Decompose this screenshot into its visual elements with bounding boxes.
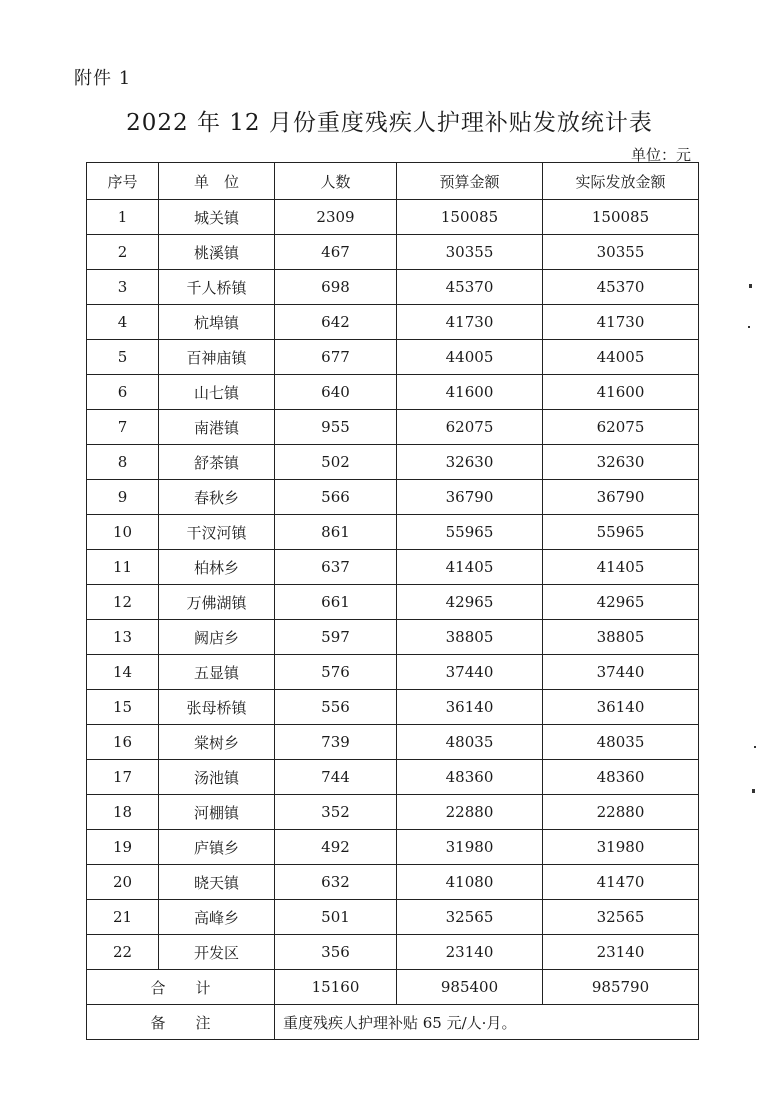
- cell-actual: 45370: [543, 270, 699, 305]
- cell-unit: 庐镇乡: [159, 830, 275, 865]
- cell-unit: 桃溪镇: [159, 235, 275, 270]
- cell-people: 2309: [275, 200, 397, 235]
- cell-no: 14: [87, 655, 159, 690]
- cell-actual: 23140: [543, 935, 699, 970]
- header-cell-no: 序号: [87, 163, 159, 200]
- cell-no: 6: [87, 375, 159, 410]
- cell-people: 566: [275, 480, 397, 515]
- cell-unit: 百神庙镇: [159, 340, 275, 375]
- cell-unit: 杭埠镇: [159, 305, 275, 340]
- cell-no: 17: [87, 760, 159, 795]
- cell-people: 739: [275, 725, 397, 760]
- cell-people: 467: [275, 235, 397, 270]
- table-row: [87, 410, 699, 445]
- cell-actual: 41600: [543, 375, 699, 410]
- cell-actual: 48360: [543, 760, 699, 795]
- cell-budget: 41600: [397, 375, 543, 410]
- header-row: [87, 163, 699, 200]
- table-row: [87, 900, 699, 935]
- cell-budget: 45370: [397, 270, 543, 305]
- cell-unit: 干汊河镇: [159, 515, 275, 550]
- cell-people: 861: [275, 515, 397, 550]
- table-row: [87, 725, 699, 760]
- cell-unit: 舒茶镇: [159, 445, 275, 480]
- cell-budget: 22880: [397, 795, 543, 830]
- cell-people: 502: [275, 445, 397, 480]
- cell-no: 21: [87, 900, 159, 935]
- remark-label: 备 注: [87, 1005, 275, 1040]
- cell-actual: 36790: [543, 480, 699, 515]
- cell-unit: 山七镇: [159, 375, 275, 410]
- cell-people: 677: [275, 340, 397, 375]
- total-people: 15160: [275, 970, 397, 1005]
- scan-speck: [752, 789, 755, 793]
- cell-budget: 38805: [397, 620, 543, 655]
- cell-actual: 30355: [543, 235, 699, 270]
- subsidy-table: [86, 162, 699, 1040]
- table-row: [87, 550, 699, 585]
- table-row: [87, 830, 699, 865]
- table-row: [87, 935, 699, 970]
- cell-actual: 41405: [543, 550, 699, 585]
- cell-no: 20: [87, 865, 159, 900]
- cell-budget: 31980: [397, 830, 543, 865]
- cell-unit: 万佛湖镇: [159, 585, 275, 620]
- cell-no: 16: [87, 725, 159, 760]
- cell-no: 5: [87, 340, 159, 375]
- table-row: [87, 585, 699, 620]
- table-row: [87, 200, 699, 235]
- cell-actual: 55965: [543, 515, 699, 550]
- cell-actual: 150085: [543, 200, 699, 235]
- cell-unit: 柏林乡: [159, 550, 275, 585]
- cell-unit: 开发区: [159, 935, 275, 970]
- cell-budget: 32565: [397, 900, 543, 935]
- cell-budget: 32630: [397, 445, 543, 480]
- header-cell-budget: 预算金额: [397, 163, 543, 200]
- header-cell-unit: 单 位: [159, 163, 275, 200]
- table-row: [87, 340, 699, 375]
- table-row: [87, 690, 699, 725]
- cell-actual: 42965: [543, 585, 699, 620]
- cell-unit: 河棚镇: [159, 795, 275, 830]
- cell-budget: 62075: [397, 410, 543, 445]
- cell-unit: 张母桥镇: [159, 690, 275, 725]
- total-actual: 985790: [543, 970, 699, 1005]
- total-row: [87, 970, 699, 1005]
- cell-budget: 37440: [397, 655, 543, 690]
- cell-unit: 城关镇: [159, 200, 275, 235]
- table-row: [87, 760, 699, 795]
- table-row: [87, 620, 699, 655]
- scan-speck: [748, 326, 750, 328]
- cell-budget: 150085: [397, 200, 543, 235]
- header-cell-people: 人数: [275, 163, 397, 200]
- cell-budget: 44005: [397, 340, 543, 375]
- cell-actual: 41470: [543, 865, 699, 900]
- cell-actual: 62075: [543, 410, 699, 445]
- cell-people: 576: [275, 655, 397, 690]
- total-label: 合 计: [87, 970, 275, 1005]
- table-row: [87, 865, 699, 900]
- cell-actual: 48035: [543, 725, 699, 760]
- table-row: [87, 515, 699, 550]
- cell-people: 352: [275, 795, 397, 830]
- cell-budget: 41730: [397, 305, 543, 340]
- table-row: [87, 305, 699, 340]
- cell-actual: 22880: [543, 795, 699, 830]
- cell-budget: 41405: [397, 550, 543, 585]
- cell-unit: 棠树乡: [159, 725, 275, 760]
- cell-unit: 南港镇: [159, 410, 275, 445]
- cell-people: 955: [275, 410, 397, 445]
- cell-no: 12: [87, 585, 159, 620]
- table-row: [87, 375, 699, 410]
- header-cell-actual: 实际发放金额: [543, 163, 699, 200]
- remark-text: 重度残疾人护理补贴 65 元/人·月。: [275, 1005, 699, 1040]
- cell-unit: 晓天镇: [159, 865, 275, 900]
- cell-budget: 55965: [397, 515, 543, 550]
- cell-people: 642: [275, 305, 397, 340]
- unit-label: 单位：元: [630, 146, 691, 164]
- cell-budget: 41080: [397, 865, 543, 900]
- table-row: [87, 445, 699, 480]
- cell-unit: 春秋乡: [159, 480, 275, 515]
- table-row: [87, 235, 699, 270]
- cell-actual: 37440: [543, 655, 699, 690]
- scan-speck: [754, 746, 756, 748]
- cell-actual: 41730: [543, 305, 699, 340]
- cell-people: 597: [275, 620, 397, 655]
- cell-unit: 阙店乡: [159, 620, 275, 655]
- cell-no: 10: [87, 515, 159, 550]
- cell-budget: 36140: [397, 690, 543, 725]
- cell-people: 698: [275, 270, 397, 305]
- table-row: [87, 270, 699, 305]
- cell-no: 11: [87, 550, 159, 585]
- cell-people: 661: [275, 585, 397, 620]
- table-row: [87, 795, 699, 830]
- cell-people: 640: [275, 375, 397, 410]
- cell-people: 637: [275, 550, 397, 585]
- cell-actual: 44005: [543, 340, 699, 375]
- cell-unit: 汤池镇: [159, 760, 275, 795]
- cell-no: 19: [87, 830, 159, 865]
- cell-actual: 32630: [543, 445, 699, 480]
- cell-no: 18: [87, 795, 159, 830]
- cell-unit: 千人桥镇: [159, 270, 275, 305]
- cell-actual: 38805: [543, 620, 699, 655]
- cell-people: 556: [275, 690, 397, 725]
- table-row: [87, 655, 699, 690]
- cell-no: 7: [87, 410, 159, 445]
- cell-no: 8: [87, 445, 159, 480]
- cell-no: 2: [87, 235, 159, 270]
- cell-unit: 五显镇: [159, 655, 275, 690]
- total-budget: 985400: [397, 970, 543, 1005]
- table-row: [87, 480, 699, 515]
- cell-budget: 48035: [397, 725, 543, 760]
- cell-people: 501: [275, 900, 397, 935]
- cell-people: 632: [275, 865, 397, 900]
- cell-budget: 23140: [397, 935, 543, 970]
- cell-no: 15: [87, 690, 159, 725]
- cell-actual: 31980: [543, 830, 699, 865]
- cell-budget: 42965: [397, 585, 543, 620]
- remark-row: [87, 1005, 699, 1040]
- cell-no: 3: [87, 270, 159, 305]
- cell-people: 744: [275, 760, 397, 795]
- cell-no: 22: [87, 935, 159, 970]
- scan-speck: [749, 284, 752, 288]
- cell-people: 492: [275, 830, 397, 865]
- cell-no: 1: [87, 200, 159, 235]
- cell-actual: 32565: [543, 900, 699, 935]
- cell-no: 4: [87, 305, 159, 340]
- cell-people: 356: [275, 935, 397, 970]
- cell-budget: 48360: [397, 760, 543, 795]
- attachment-label: 附件 1: [74, 68, 132, 89]
- cell-no: 13: [87, 620, 159, 655]
- cell-actual: 36140: [543, 690, 699, 725]
- page-title: 2022 年 12 月份重度残疾人护理补贴发放统计表: [126, 110, 653, 136]
- cell-budget: 36790: [397, 480, 543, 515]
- cell-unit: 高峰乡: [159, 900, 275, 935]
- cell-budget: 30355: [397, 235, 543, 270]
- cell-no: 9: [87, 480, 159, 515]
